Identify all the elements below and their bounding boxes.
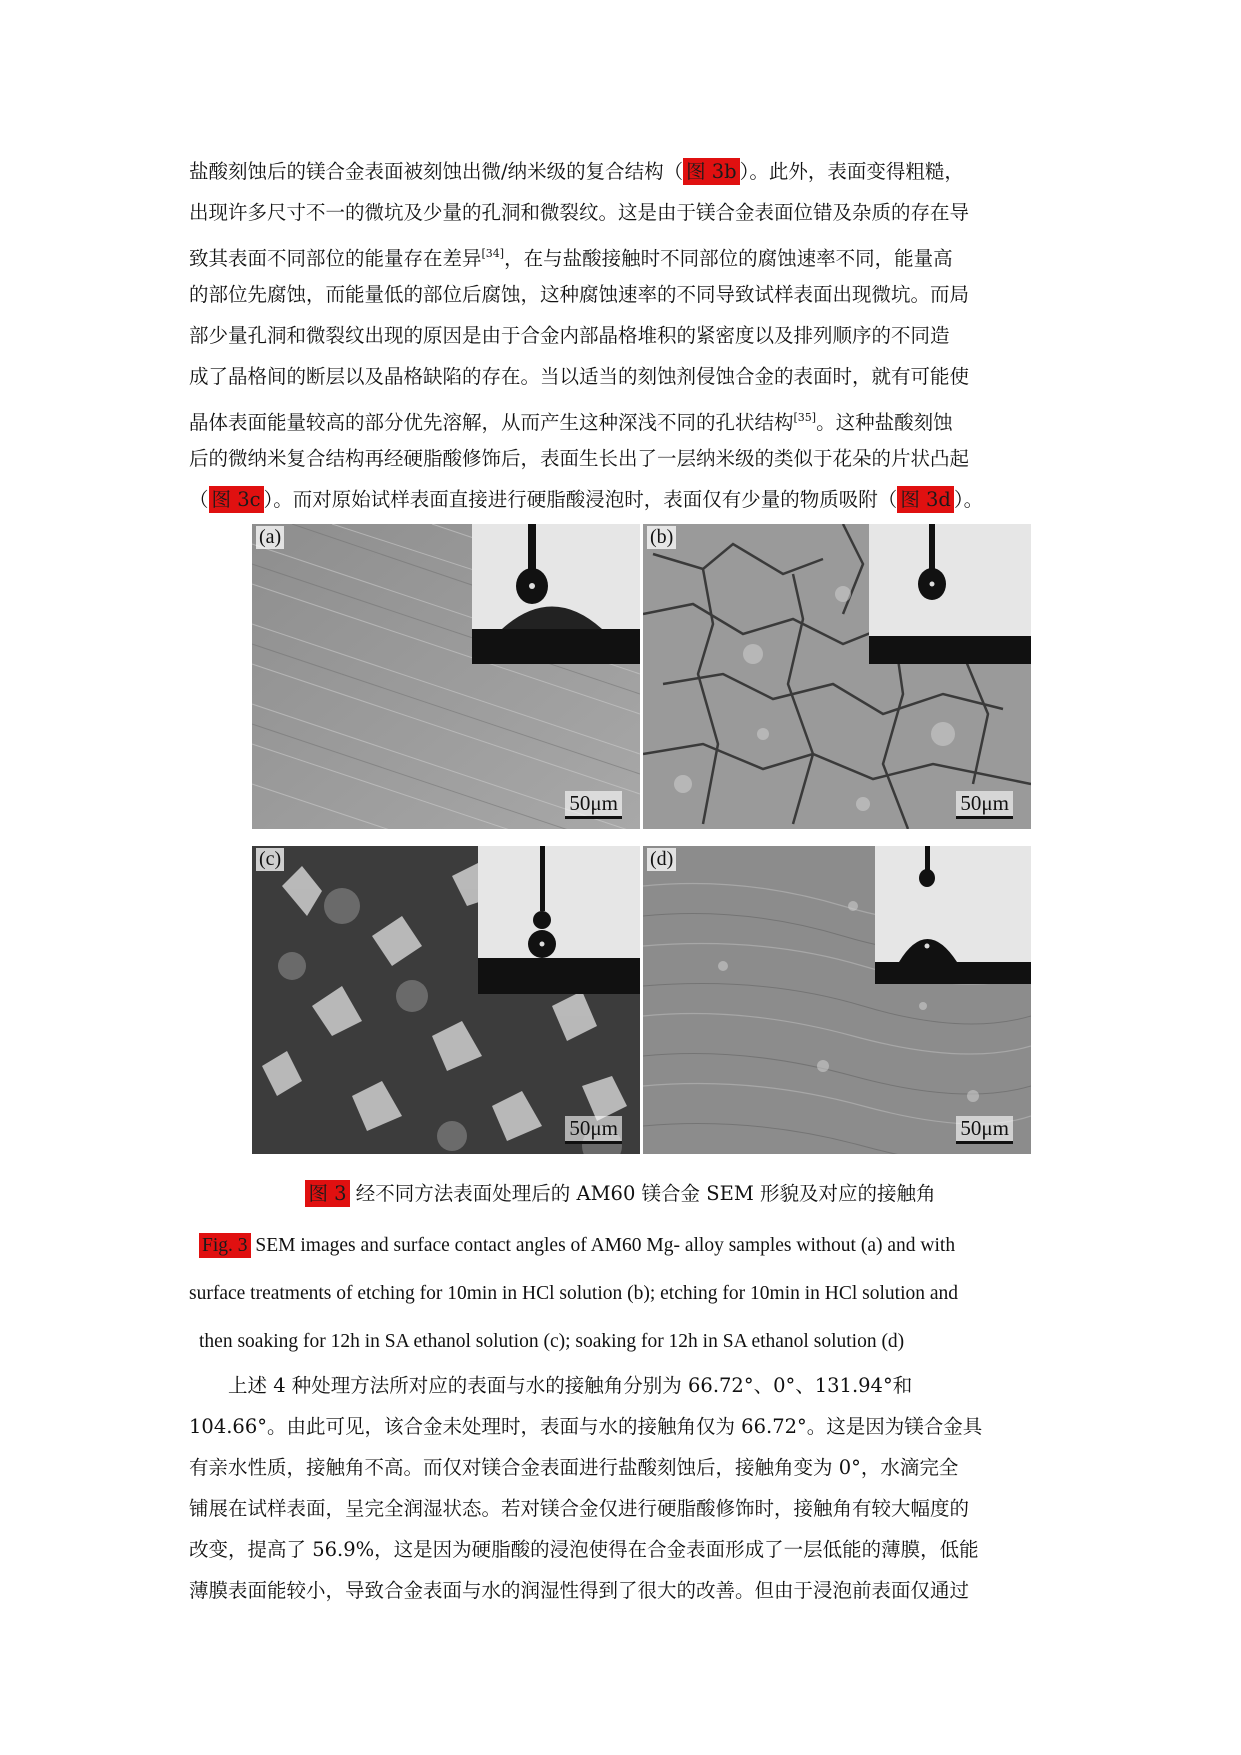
figure-ref-3b[interactable]: 图 3b — [683, 158, 740, 185]
contact-angle-inset-d — [875, 846, 1031, 984]
caption-en-line-1 — [189, 1222, 1055, 1270]
para2-line-1: 上述 4 种处理方法所对应的表面与水的接触角分别为 66.72°、0°、131.94°和 — [228, 1374, 913, 1397]
droplet-image-b — [869, 524, 1031, 664]
figure-caption-cn — [0, 1178, 1241, 1206]
para2-line-5: 改变，提高了 56.9%，这是因为硬脂酸的浸泡使得在合金表面形成了一层低能的薄膜，低能 — [189, 1538, 979, 1561]
droplet-image-c — [478, 846, 640, 994]
para1-line-4: 的部位先腐蚀，而能量低的部位后腐蚀，这种腐蚀速率的不同导致试样表面出现微坑。而局 — [189, 283, 970, 306]
contact-angle-inset-a — [472, 524, 640, 664]
panel-label-d: (d) — [647, 848, 676, 871]
panel-label-a: (a) — [256, 526, 284, 549]
caption-en-line-3: then soaking for 12h in SA ethanol solution (c); soaking for 12h in SA ethanol solution (d) — [199, 1331, 905, 1352]
para1-line-9 — [189, 479, 1055, 520]
sem-panel-b — [643, 524, 1031, 829]
text: 致其表面不同部位的能量存在差异 — [189, 247, 482, 270]
figure-label-en[interactable]: Fig. 3 — [199, 1233, 251, 1258]
scale-bar-c: 50μm — [565, 1116, 622, 1144]
para2-line-3: 有亲水性质，接触角不高。而仅对镁合金表面进行盐酸刻蚀后，接触角变为 0°，水滴完全 — [189, 1456, 959, 1479]
panel-label-c: (c) — [256, 848, 284, 871]
citation-34[interactable]: [34] — [481, 247, 505, 260]
figure-caption-en — [189, 1222, 1055, 1366]
para2-line-2: 104.66°。由此可见，该合金未处理时，表面与水的接触角仅为 66.72°。这是因为镁合金具 — [189, 1415, 983, 1438]
para2-line-4: 铺展在试样表面，呈完全润湿状态。若对镁合金仅进行硬脂酸修饰时，接触角有较大幅度的 — [189, 1497, 970, 1520]
text: SEM images and surface contact angles of AM60 Mg- alloy samples without (a) and with — [255, 1235, 956, 1256]
para1-line-5: 部少量孔洞和微裂纹出现的原因是由于合金内部晶格堆积的紧密度以及排列顺序的不同造 — [189, 324, 950, 347]
paragraph-2 — [189, 1365, 1055, 1611]
sem-panel-a — [252, 524, 640, 829]
para1-line-3 — [189, 233, 1055, 274]
para1-line-8: 后的微纳米复合结构再经硬脂酸修饰后，表面生长出了一层纳米级的类似于花朵的片状凸起 — [189, 447, 970, 470]
caption-cn-text: 经不同方法表面处理后的 AM60 镁合金 SEM 形貌及对应的接触角 — [355, 1182, 936, 1205]
text: 盐酸刻蚀后的镁合金表面被刻蚀出微/纳米级的复合结构（ — [189, 160, 684, 183]
droplet-image-a — [472, 524, 640, 664]
caption-en-line-2: surface treatments of etching for 10min in HCl solution (b); etching for 10min in HCl solution and — [189, 1283, 959, 1304]
contact-angle-inset-b — [869, 524, 1031, 664]
contact-angle-inset-c — [478, 846, 640, 994]
sem-panel-d — [643, 846, 1031, 1154]
citation-35[interactable]: [35] — [793, 411, 817, 424]
text: （ — [189, 488, 209, 511]
para1-line-6: 成了晶格间的断层以及晶格缺陷的存在。当以适当的刻蚀剂侵蚀合金的表面时，就有可能使 — [189, 365, 970, 388]
scale-bar-d: 50μm — [956, 1116, 1013, 1144]
figure-ref-3c[interactable]: 图 3c — [209, 486, 264, 513]
text: ）。此外，表面变得粗糙， — [739, 160, 964, 183]
figure-label-cn[interactable]: 图 3 — [305, 1180, 349, 1207]
text: ，在与盐酸接触时不同部位的腐蚀速率不同，能量高 — [504, 247, 953, 270]
droplet-image-d — [875, 846, 1031, 984]
text: ）。而对原始试样表面直接进行硬脂酸浸泡时，表面仅有少量的物质吸附（ — [263, 488, 898, 511]
text: ）。 — [953, 488, 984, 511]
text: 晶体表面能量较高的部分优先溶解，从而产生这种深浅不同的孔状结构 — [189, 411, 794, 434]
panel-label-b: (b) — [647, 526, 676, 549]
para1-line-7 — [189, 397, 1055, 438]
para1-line-1 — [189, 151, 1055, 192]
figure-ref-3d[interactable]: 图 3d — [897, 486, 954, 513]
para1-line-2: 出现许多尺寸不一的微坑及少量的孔洞和微裂纹。这是由于镁合金表面位错及杂质的存在导 — [189, 201, 970, 224]
scale-bar-b: 50μm — [956, 791, 1013, 819]
scale-bar-a: 50μm — [565, 791, 622, 819]
para2-line-6: 薄膜表面能较小，导致合金表面与水的润湿性得到了很大的改善。但由于浸泡前表面仅通过 — [189, 1579, 970, 1602]
paragraph-1 — [189, 151, 1055, 520]
text: 。这种盐酸刻蚀 — [816, 411, 953, 434]
sem-panel-c — [252, 846, 640, 1154]
